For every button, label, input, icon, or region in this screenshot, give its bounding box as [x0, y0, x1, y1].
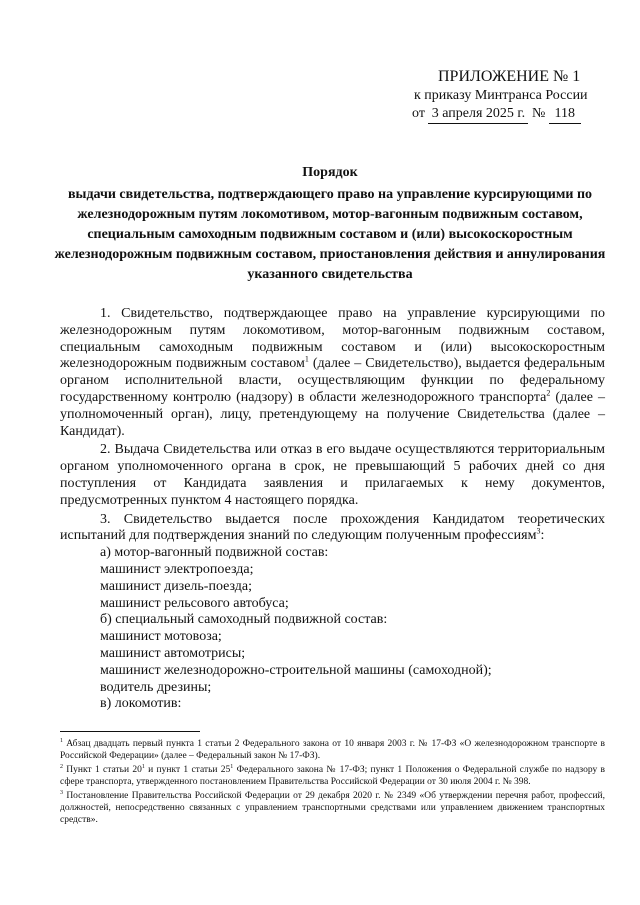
list-item: машинист рельсового автобуса; [100, 595, 289, 611]
paragraph-3-text-b: : [540, 528, 545, 544]
title-subject: выдачи свидетельства, подтверждающего право на управление курсирующими по железнодорожным путям локомотивом, мотор-вагонным подвижным составом, специальным самоходным подвижным составом и (или) высокоскоростным железнодорожным подвижным составом, приостановления действия и аннулирования указанного свидетельства [54, 187, 606, 282]
footnote-3-text: Постановление Правительства Российской Федерации от 29 декабря 2020 г. № 2349 «Об утверждении перечня работ, профессий, должностей, непосредственно связанных с управлением транспортными средствами или управлением движением транспортных средств». [60, 791, 605, 825]
list-item: водитель дрезины; [100, 679, 212, 695]
paragraph-3 [60, 512, 605, 546]
footnote-1-text: Абзац двадцать первый пункта 1 статьи 2 Федерального закона от 10 января 2003 г. № 17-ФЗ «О железнодорожном транспорте в Российской Федерации» (далее – Федеральный закон № 17-ФЗ). [60, 739, 605, 761]
document-header [412, 67, 612, 124]
list-item: б) специальный самоходный подвижной состав: [100, 612, 388, 628]
document-body [60, 306, 605, 713]
list-item: машинист автомотрисы; [100, 645, 246, 661]
paragraph-1-text-a: 1. Свидетельство, подтверждающее право на управление курсирующими по железнодорожным путям локомотивом, мотор-вагонным подвижным составом, специальным самоходным подвижным составом и (или) высокоскоростным железнодорожным подвижным составом [60, 306, 605, 372]
footnote-2-sup-a: 1 [141, 763, 145, 770]
footnote-3-mark: 3 [60, 789, 63, 796]
footnotes [60, 738, 605, 828]
paragraph-1-text-c: (далее – уполномоченный орган), лицу, претендующему на получение Свидетельства (далее – Кандидат). [60, 389, 605, 439]
footnote-2-mark: 2 [60, 763, 63, 770]
footnote-1-mark: 1 [60, 737, 63, 744]
paragraph-3-text-a: 3. Свидетельство выдается после прохождения Кандидатом теоретических испытаний для подтверждения знаний по следующим полученным профессиям [60, 511, 605, 544]
list-item: машинист железнодорожно-строительной машины (самоходной); [100, 662, 492, 678]
list-item: машинист электропоезда; [100, 561, 254, 577]
footnote-divider [60, 731, 200, 732]
list-item: в) локомотив: [100, 696, 182, 712]
order-date-line [412, 105, 612, 124]
number-sign: № [531, 106, 546, 121]
order-reference: к приказу Минтранса России [414, 88, 588, 103]
from-label: от [412, 106, 425, 121]
footnote-2-text-b: и пункт 1 статьи 25 [144, 765, 231, 775]
order-number: 118 [549, 105, 581, 124]
footnote-ref-3: 3 [536, 526, 541, 536]
appendix-heading: ПРИЛОЖЕНИЕ № 1 [438, 68, 581, 85]
footnote-2-text-c: Федерального закона № 17-ФЗ; пункт 1 Положения о Федеральной службе по надзору в сфере транспорта, утвержденного постановлением Правительства Российской Федерации от 30 июля 2004 г. № 398. [60, 765, 606, 787]
list-item: а) мотор-вагонный подвижной состав: [100, 545, 329, 561]
paragraph-2: 2. Выдача Свидетельства или отказ в его выдаче осуществляются территориальным органом уполномоченного органа в срок, не превышающий 5 рабочих дней со дня поступления от Кандидата заявления и прилагаемых к нему документов, предусмотренных пунктом 4 настоящего порядка. [60, 442, 605, 508]
footnote-3 [60, 790, 605, 826]
footnote-ref-2: 2 [546, 388, 551, 398]
order-date: 3 апреля 2025 г. [428, 105, 528, 124]
paragraph-1 [60, 306, 605, 440]
document-title [50, 163, 610, 285]
footnote-2-text-a: Пункт 1 статьи 20 [63, 765, 142, 775]
footnote-ref-1: 1 [304, 354, 309, 364]
list-item: машинист дизель-поезда; [100, 578, 253, 594]
footnote-2 [60, 764, 605, 788]
title-heading: Порядок [302, 165, 358, 180]
footnote-1 [60, 738, 605, 762]
footnote-2-sup-b: 1 [230, 763, 234, 770]
list-item: машинист мотовоза; [100, 629, 222, 645]
paragraph-1-text-b: (далее – Свидетельство), выдается федеральным органом исполнительной власти, осуществляющим функции по федеральному государственному контролю (надзору) в области железнодорожного транспорта [60, 356, 605, 405]
